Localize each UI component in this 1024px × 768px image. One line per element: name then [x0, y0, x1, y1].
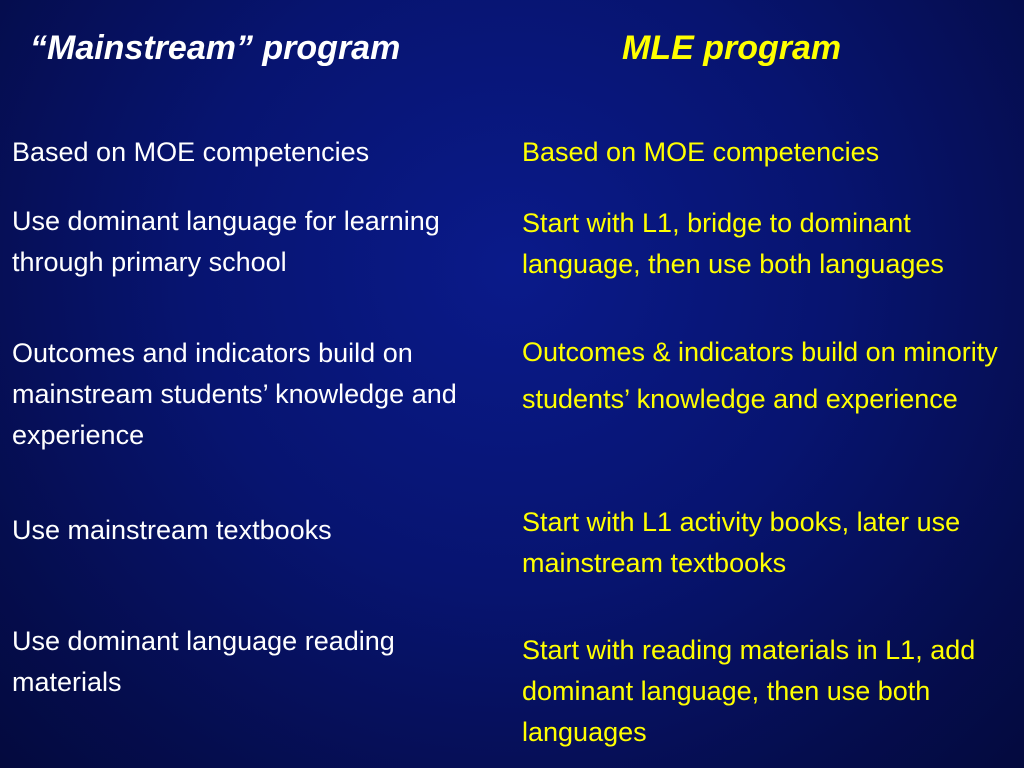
- mle-row-language: Start with L1, bridge to dominant language, then use both languages: [522, 208, 944, 279]
- mle-row-competencies: Based on MOE competencies: [522, 137, 880, 167]
- mle-row-textbooks: Start with L1 activity books, later use mainstream textbooks: [522, 507, 961, 578]
- mainstream-row-outcomes: Outcomes and indicators build on mainstream students’ knowledge and experience: [12, 338, 457, 450]
- mainstream-row-language: Use dominant language for learning through primary school: [12, 206, 440, 277]
- mainstream-row-reading: Use dominant language reading materials: [12, 626, 395, 697]
- mainstream-row-competencies: Based on MOE competencies: [12, 137, 370, 167]
- mle-program-heading: MLE program: [622, 29, 842, 67]
- mle-row-outcomes: Outcomes & indicators build on minority students’ knowledge and experience: [522, 337, 998, 414]
- mainstream-row-textbooks: Use mainstream textbooks: [12, 515, 332, 545]
- mainstream-program-heading: “Mainstream” program: [30, 29, 401, 67]
- mle-row-reading: Start with reading materials in L1, add dominant language, then use both languages: [522, 635, 976, 747]
